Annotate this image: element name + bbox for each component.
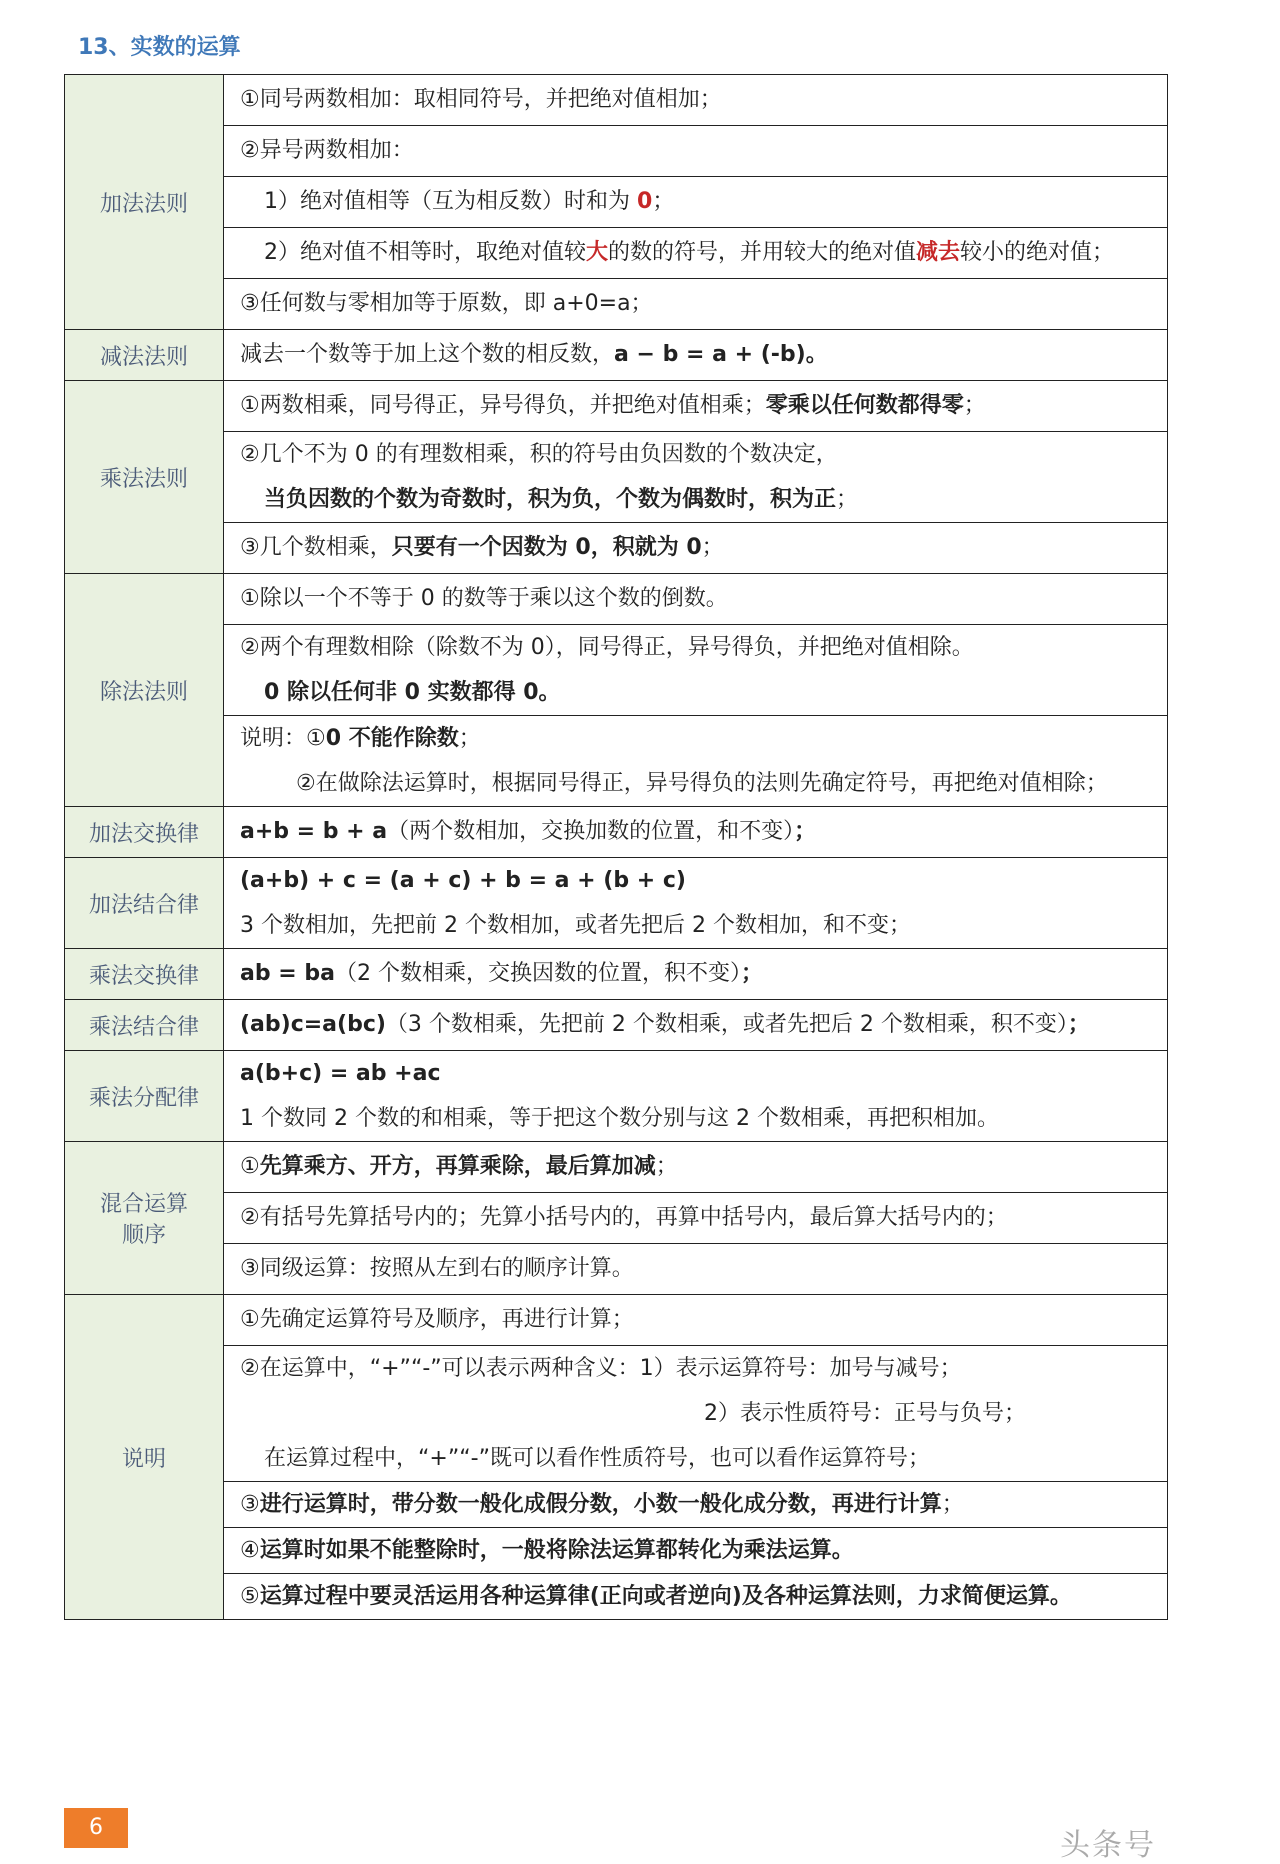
order-rule-3: ③同级运算：按照从左到右的顺序计算。	[240, 1256, 634, 1281]
page-number: 6	[64, 1808, 128, 1848]
mul-rule-3: ③几个数相乘，只要有一个因数为 0，积就为 0；	[240, 535, 724, 560]
order-rule-2: ②有括号先算括号内的；先算小括号内的，再算中括号内，最后算大括号内的；	[240, 1205, 1008, 1230]
section-title: 13、实数的运算	[78, 35, 241, 60]
add-comm-rule: a+b = b + a（两个数相加，交换加数的位置，和不变）；	[240, 819, 817, 844]
div-note-1: 说明：①0 不能作除数；	[240, 726, 481, 751]
note-1: ①先确定运算符号及顺序，再进行计算；	[240, 1307, 634, 1332]
order-rule-1: ①先算乘方、开方，再算乘除，最后算加减；	[240, 1154, 678, 1179]
add-assoc-formula: (a+b) + c = (a + c) + b = a + (b + c)	[240, 868, 686, 893]
dist-formula: a(b+c) = ab +ac	[240, 1061, 441, 1086]
div-rule-2-detail: 0 除以任何非 0 实数都得 0。	[264, 680, 561, 705]
note-4: ④运算时如果不能整除时，一般将除法运算都转化为乘法运算。	[240, 1538, 854, 1563]
mul-assoc-rule: (ab)c=a(bc)（3 个数相乘，先把前 2 个数相乘，或者先把后 2 个数相乘，积不变）；	[240, 1012, 1090, 1037]
note-2: ②在运算中，“+”“-”可以表示两种含义：1）表示运算符号：加号与减号；	[240, 1356, 962, 1381]
watermark: 头条号	[1060, 1828, 1156, 1863]
category-add: 加法法则	[65, 75, 224, 330]
div-rule-2: ②两个有理数相除（除数不为 0），同号得正，异号得负，并把绝对值相除。	[240, 635, 974, 660]
add-assoc-desc: 3 个数相加，先把前 2 个数相加，或者先把后 2 个数相加，和不变；	[240, 913, 911, 938]
add-rule-3: ③任何数与零相加等于原数，即 a+0=a；	[240, 291, 653, 316]
category-div: 除法法则	[65, 574, 224, 807]
mul-rule-2-detail: 当负因数的个数为奇数时，积为负，个数为偶数时，积为正；	[264, 487, 859, 512]
add-rule-2: ②异号两数相加：	[240, 138, 414, 163]
div-note-2: ②在做除法运算时，根据同号得正，异号得负的法则先确定符号，再把绝对值相除；	[296, 771, 1108, 796]
rules-table	[64, 74, 1168, 1620]
category-sub: 减法法则	[65, 330, 224, 381]
add-rule-2-1: 1）绝对值相等（互为相反数）时和为 0；	[264, 189, 675, 214]
category-add-assoc: 加法结合律	[65, 858, 224, 949]
note-2-cont: 2）表示性质符号：正号与负号；	[704, 1401, 1026, 1426]
note-3: ③进行运算时，带分数一般化成假分数，小数一般化成分数，再进行计算；	[240, 1492, 964, 1517]
note-5: ⑤运算过程中要灵活运用各种运算律(正向或者逆向)及各种运算法则，力求简便运算。	[240, 1584, 1072, 1609]
category-add-comm: 加法交换律	[65, 807, 224, 858]
add-rule-2-2: 2）绝对值不相等时，取绝对值较大的数的符号，并用较大的绝对值减去较小的绝对值；	[264, 240, 1115, 265]
sub-rule: 减去一个数等于加上这个数的相反数，a − b = a + (-b)。	[240, 342, 828, 367]
div-rule-1: ①除以一个不等于 0 的数等于乘以这个数的倒数。	[240, 586, 728, 611]
mul-rule-1: ①两数相乘，同号得正，异号得负，并把绝对值相乘；零乘以任何数都得零；	[240, 393, 986, 418]
category-mul-assoc: 乘法结合律	[65, 1000, 224, 1051]
category-note: 说明	[65, 1295, 224, 1620]
dist-desc: 1 个数同 2 个数的和相乘，等于把这个数分别与这 2 个数相乘，再把积相加。	[240, 1106, 999, 1131]
mul-rule-2: ②几个不为 0 的有理数相乘，积的符号由负因数的个数决定，	[240, 442, 838, 467]
add-rule-1: ①同号两数相加：取相同符号，并把绝对值相加；	[240, 87, 722, 112]
mul-comm-rule: ab = ba（2 个数相乘，交换因数的位置，积不变）；	[240, 961, 763, 986]
category-mul: 乘法法则	[65, 381, 224, 574]
category-mul-comm: 乘法交换律	[65, 949, 224, 1000]
category-dist: 乘法分配律	[65, 1051, 224, 1142]
note-2-detail: 在运算过程中，“+”“-”既可以看作性质符号，也可以看作运算符号；	[264, 1446, 930, 1471]
category-order: 混合运算 顺序	[65, 1142, 224, 1295]
